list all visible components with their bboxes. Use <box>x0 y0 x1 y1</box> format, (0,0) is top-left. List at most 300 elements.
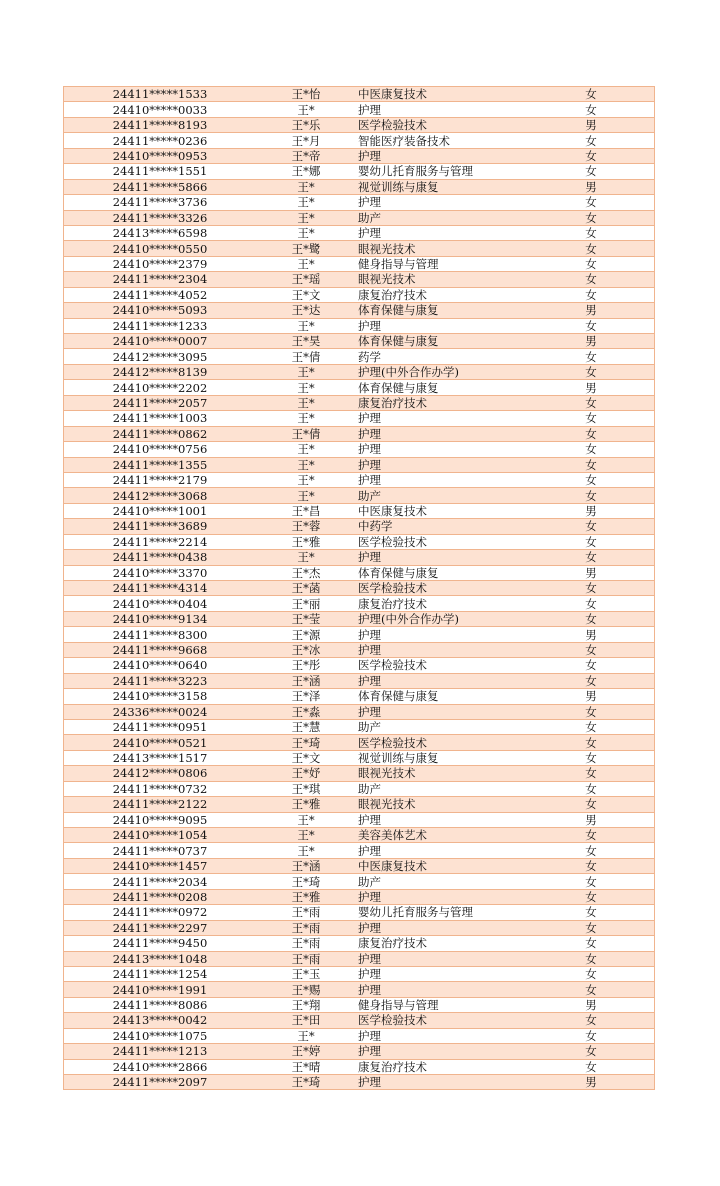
cell-major: 护理 <box>356 148 528 163</box>
cell-major: 健身指导与管理 <box>356 256 528 271</box>
table-row <box>64 334 655 349</box>
table-row <box>64 457 655 472</box>
cell-name: 王* <box>256 179 356 194</box>
table-row <box>64 874 655 889</box>
table-row <box>64 1059 655 1074</box>
cell-exam-id: 24411*****0737 <box>64 843 257 858</box>
cell-exam-id: 24411*****2034 <box>64 874 257 889</box>
cell-name: 王*娜 <box>256 164 356 179</box>
table-row <box>64 426 655 441</box>
cell-name: 王*昌 <box>256 503 356 518</box>
cell-name: 王* <box>256 380 356 395</box>
cell-name: 王* <box>256 457 356 472</box>
cell-major: 护理 <box>356 627 528 642</box>
cell-name: 王*雨 <box>256 920 356 935</box>
cell-gender: 男 <box>528 380 655 395</box>
cell-exam-id: 24411*****3326 <box>64 210 257 225</box>
cell-major: 眼视光技术 <box>356 241 528 256</box>
cell-name: 王*蓉 <box>256 519 356 534</box>
cell-name: 王* <box>256 411 356 426</box>
cell-exam-id: 24411*****1254 <box>64 966 257 981</box>
cell-exam-id: 24411*****0236 <box>64 133 257 148</box>
cell-major: 护理 <box>356 426 528 441</box>
cell-exam-id: 24410*****1457 <box>64 858 257 873</box>
table-row <box>64 982 655 997</box>
cell-gender: 女 <box>528 411 655 426</box>
cell-exam-id: 24412*****8139 <box>64 364 257 379</box>
cell-major: 护理 <box>356 225 528 240</box>
cell-major: 体育保健与康复 <box>356 565 528 580</box>
cell-major: 护理 <box>356 442 528 457</box>
cell-name: 王* <box>256 812 356 827</box>
cell-exam-id: 24410*****3370 <box>64 565 257 580</box>
table-row <box>64 395 655 410</box>
cell-major: 医学检验技术 <box>356 735 528 750</box>
cell-gender: 女 <box>528 735 655 750</box>
cell-exam-id: 24410*****1001 <box>64 503 257 518</box>
table-row <box>64 689 655 704</box>
cell-gender: 男 <box>528 179 655 194</box>
cell-major: 护理 <box>356 642 528 657</box>
cell-exam-id: 24411*****0972 <box>64 905 257 920</box>
cell-name: 王* <box>256 550 356 565</box>
cell-name: 王* <box>256 102 356 117</box>
cell-name: 王*妤 <box>256 766 356 781</box>
cell-major: 护理 <box>356 1044 528 1059</box>
cell-major: 助产 <box>356 719 528 734</box>
cell-gender: 女 <box>528 889 655 904</box>
cell-major: 护理 <box>356 920 528 935</box>
cell-major: 助产 <box>356 210 528 225</box>
cell-gender: 女 <box>528 133 655 148</box>
cell-exam-id: 24411*****2297 <box>64 920 257 935</box>
cell-name: 王*雨 <box>256 905 356 920</box>
cell-name: 王*倩 <box>256 349 356 364</box>
cell-major: 视觉训练与康复 <box>356 750 528 765</box>
cell-name: 王* <box>256 828 356 843</box>
cell-exam-id: 24411*****3736 <box>64 195 257 210</box>
cell-exam-id: 24410*****9095 <box>64 812 257 827</box>
cell-major: 中药学 <box>356 519 528 534</box>
cell-gender: 男 <box>528 565 655 580</box>
table-row <box>64 519 655 534</box>
table-row <box>64 611 655 626</box>
cell-gender: 女 <box>528 658 655 673</box>
table-row <box>64 1044 655 1059</box>
table-row <box>64 87 655 102</box>
table-row <box>64 750 655 765</box>
table-row <box>64 719 655 734</box>
cell-exam-id: 24413*****1048 <box>64 951 257 966</box>
table-row <box>64 997 655 1012</box>
cell-major: 康复治疗技术 <box>356 287 528 302</box>
cell-major: 体育保健与康复 <box>356 689 528 704</box>
cell-major: 婴幼儿托育服务与管理 <box>356 905 528 920</box>
cell-gender: 男 <box>528 334 655 349</box>
cell-major: 体育保健与康复 <box>356 380 528 395</box>
cell-name: 王*琦 <box>256 1075 356 1090</box>
cell-name: 王* <box>256 1028 356 1043</box>
cell-exam-id: 24411*****9450 <box>64 936 257 951</box>
cell-exam-id: 24410*****5093 <box>64 303 257 318</box>
table-row <box>64 565 655 580</box>
cell-exam-id: 24410*****1054 <box>64 828 257 843</box>
cell-name: 王*琦 <box>256 874 356 889</box>
table-row <box>64 1013 655 1028</box>
cell-major: 康复治疗技术 <box>356 395 528 410</box>
cell-major: 护理(中外合作办学) <box>356 364 528 379</box>
table-row <box>64 843 655 858</box>
cell-gender: 女 <box>528 349 655 364</box>
table-row <box>64 936 655 951</box>
cell-major: 护理 <box>356 472 528 487</box>
cell-major: 医学检验技术 <box>356 658 528 673</box>
cell-name: 王* <box>256 472 356 487</box>
cell-major: 药学 <box>356 349 528 364</box>
cell-gender: 女 <box>528 719 655 734</box>
cell-major: 护理 <box>356 673 528 688</box>
cell-major: 护理 <box>356 550 528 565</box>
cell-gender: 女 <box>528 519 655 534</box>
cell-major: 视觉训练与康复 <box>356 179 528 194</box>
table-row <box>64 920 655 935</box>
cell-exam-id: 24410*****0756 <box>64 442 257 457</box>
cell-exam-id: 24411*****1355 <box>64 457 257 472</box>
cell-gender: 女 <box>528 148 655 163</box>
cell-major: 护理 <box>356 195 528 210</box>
table-row <box>64 195 655 210</box>
cell-exam-id: 24412*****0806 <box>64 766 257 781</box>
cell-name: 王* <box>256 210 356 225</box>
cell-gender: 女 <box>528 195 655 210</box>
cell-name: 王*源 <box>256 627 356 642</box>
table-row <box>64 966 655 981</box>
cell-name: 王*菡 <box>256 581 356 596</box>
cell-name: 王*琪 <box>256 781 356 796</box>
cell-gender: 女 <box>528 1059 655 1074</box>
cell-name: 王*莹 <box>256 611 356 626</box>
cell-gender: 女 <box>528 102 655 117</box>
cell-gender: 男 <box>528 812 655 827</box>
table-row <box>64 472 655 487</box>
cell-major: 康复治疗技术 <box>356 936 528 951</box>
cell-gender: 女 <box>528 395 655 410</box>
cell-exam-id: 24411*****0862 <box>64 426 257 441</box>
cell-name: 王* <box>256 195 356 210</box>
cell-gender: 男 <box>528 503 655 518</box>
table-row <box>64 735 655 750</box>
cell-exam-id: 24411*****0951 <box>64 719 257 734</box>
cell-name: 王*雅 <box>256 534 356 549</box>
cell-exam-id: 24411*****1533 <box>64 87 257 102</box>
cell-gender: 女 <box>528 920 655 935</box>
cell-major: 护理 <box>356 812 528 827</box>
cell-exam-id: 24411*****0208 <box>64 889 257 904</box>
cell-name: 王*翔 <box>256 997 356 1012</box>
cell-gender: 女 <box>528 1028 655 1043</box>
cell-major: 护理 <box>356 704 528 719</box>
table-row <box>64 951 655 966</box>
cell-major: 护理 <box>356 102 528 117</box>
cell-exam-id: 24411*****4052 <box>64 287 257 302</box>
table-row <box>64 272 655 287</box>
cell-exam-id: 24411*****9668 <box>64 642 257 657</box>
cell-name: 王*慧 <box>256 719 356 734</box>
cell-gender: 女 <box>528 874 655 889</box>
table-row <box>64 627 655 642</box>
cell-major: 体育保健与康复 <box>356 303 528 318</box>
cell-exam-id: 24412*****3068 <box>64 488 257 503</box>
cell-exam-id: 24336*****0024 <box>64 704 257 719</box>
cell-gender: 女 <box>528 488 655 503</box>
cell-exam-id: 24413*****1517 <box>64 750 257 765</box>
cell-exam-id: 24411*****3689 <box>64 519 257 534</box>
cell-exam-id: 24411*****1003 <box>64 411 257 426</box>
cell-gender: 女 <box>528 287 655 302</box>
cell-name: 王*琦 <box>256 735 356 750</box>
cell-name: 王*玉 <box>256 966 356 981</box>
table-row <box>64 164 655 179</box>
table-row <box>64 596 655 611</box>
cell-name: 王*文 <box>256 287 356 302</box>
cell-gender: 女 <box>528 457 655 472</box>
cell-major: 眼视光技术 <box>356 272 528 287</box>
table-row <box>64 534 655 549</box>
table-row <box>64 797 655 812</box>
cell-gender: 女 <box>528 843 655 858</box>
cell-gender: 女 <box>528 225 655 240</box>
cell-gender: 男 <box>528 303 655 318</box>
cell-exam-id: 24410*****1991 <box>64 982 257 997</box>
cell-exam-id: 24413*****6598 <box>64 225 257 240</box>
cell-gender: 女 <box>528 858 655 873</box>
cell-major: 中医康复技术 <box>356 87 528 102</box>
table-row <box>64 241 655 256</box>
cell-major: 护理 <box>356 982 528 997</box>
cell-exam-id: 24411*****8193 <box>64 117 257 132</box>
cell-name: 王* <box>256 843 356 858</box>
cell-exam-id: 24410*****1075 <box>64 1028 257 1043</box>
table-row <box>64 411 655 426</box>
table-row <box>64 812 655 827</box>
cell-exam-id: 24411*****3223 <box>64 673 257 688</box>
cell-exam-id: 24410*****0404 <box>64 596 257 611</box>
cell-exam-id: 24410*****2202 <box>64 380 257 395</box>
table-row <box>64 781 655 796</box>
table-row <box>64 442 655 457</box>
table-row <box>64 488 655 503</box>
cell-name: 王* <box>256 442 356 457</box>
cell-name: 王*赐 <box>256 982 356 997</box>
cell-major: 护理 <box>356 1028 528 1043</box>
cell-major: 美容美体艺术 <box>356 828 528 843</box>
table-row <box>64 704 655 719</box>
cell-gender: 女 <box>528 550 655 565</box>
cell-exam-id: 24413*****0042 <box>64 1013 257 1028</box>
table-row <box>64 210 655 225</box>
cell-name: 王* <box>256 488 356 503</box>
cell-major: 护理 <box>356 889 528 904</box>
cell-exam-id: 24410*****2866 <box>64 1059 257 1074</box>
table-row <box>64 287 655 302</box>
cell-exam-id: 24410*****0007 <box>64 334 257 349</box>
cell-gender: 男 <box>528 689 655 704</box>
cell-gender: 女 <box>528 596 655 611</box>
cell-gender: 男 <box>528 997 655 1012</box>
cell-major: 护理 <box>356 318 528 333</box>
cell-gender: 女 <box>528 766 655 781</box>
cell-exam-id: 24411*****0732 <box>64 781 257 796</box>
cell-major: 护理 <box>356 411 528 426</box>
cell-name: 王* <box>256 364 356 379</box>
cell-name: 王*昊 <box>256 334 356 349</box>
cell-name: 王*瑶 <box>256 272 356 287</box>
cell-major: 护理 <box>356 966 528 981</box>
cell-exam-id: 24411*****1213 <box>64 1044 257 1059</box>
cell-exam-id: 24410*****0033 <box>64 102 257 117</box>
cell-exam-id: 24410*****0550 <box>64 241 257 256</box>
cell-exam-id: 24411*****2097 <box>64 1075 257 1090</box>
cell-major: 中医康复技术 <box>356 858 528 873</box>
cell-major: 眼视光技术 <box>356 797 528 812</box>
cell-gender: 女 <box>528 936 655 951</box>
cell-name: 王* <box>256 395 356 410</box>
cell-gender: 女 <box>528 1013 655 1028</box>
cell-exam-id: 24411*****5866 <box>64 179 257 194</box>
cell-major: 眼视光技术 <box>356 766 528 781</box>
table-row <box>64 133 655 148</box>
cell-name: 王*月 <box>256 133 356 148</box>
cell-name: 王*晴 <box>256 1059 356 1074</box>
cell-major: 护理 <box>356 457 528 472</box>
cell-gender: 女 <box>528 472 655 487</box>
table-row <box>64 364 655 379</box>
cell-name: 王*达 <box>256 303 356 318</box>
cell-exam-id: 24411*****2057 <box>64 395 257 410</box>
cell-major: 医学检验技术 <box>356 534 528 549</box>
cell-exam-id: 24411*****8300 <box>64 627 257 642</box>
cell-major: 医学检验技术 <box>356 117 528 132</box>
cell-name: 王*涵 <box>256 673 356 688</box>
student-table <box>63 86 655 1090</box>
cell-exam-id: 24410*****0640 <box>64 658 257 673</box>
cell-major: 护理(中外合作办学) <box>356 611 528 626</box>
table-row <box>64 658 655 673</box>
cell-gender: 女 <box>528 364 655 379</box>
cell-gender: 女 <box>528 781 655 796</box>
table-row <box>64 858 655 873</box>
cell-name: 王* <box>256 225 356 240</box>
cell-gender: 女 <box>528 797 655 812</box>
cell-exam-id: 24411*****2214 <box>64 534 257 549</box>
cell-gender: 女 <box>528 982 655 997</box>
cell-exam-id: 24410*****3158 <box>64 689 257 704</box>
table-row <box>64 503 655 518</box>
cell-major: 护理 <box>356 951 528 966</box>
table-row <box>64 225 655 240</box>
cell-name: 王*雨 <box>256 936 356 951</box>
cell-major: 医学检验技术 <box>356 581 528 596</box>
cell-name: 王*丽 <box>256 596 356 611</box>
cell-gender: 女 <box>528 318 655 333</box>
cell-gender: 女 <box>528 642 655 657</box>
cell-exam-id: 24410*****9134 <box>64 611 257 626</box>
table-row <box>64 1075 655 1090</box>
cell-gender: 女 <box>528 611 655 626</box>
table-row <box>64 179 655 194</box>
cell-major: 婴幼儿托育服务与管理 <box>356 164 528 179</box>
cell-name: 王*文 <box>256 750 356 765</box>
cell-exam-id: 24411*****2179 <box>64 472 257 487</box>
cell-name: 王*淼 <box>256 704 356 719</box>
cell-gender: 女 <box>528 750 655 765</box>
cell-major: 医学检验技术 <box>356 1013 528 1028</box>
table-row <box>64 318 655 333</box>
cell-exam-id: 24411*****8086 <box>64 997 257 1012</box>
table-row <box>64 380 655 395</box>
table-row <box>64 550 655 565</box>
cell-major: 护理 <box>356 843 528 858</box>
table-row <box>64 766 655 781</box>
cell-name: 王*彤 <box>256 658 356 673</box>
table-row <box>64 102 655 117</box>
cell-major: 智能医疗装备技术 <box>356 133 528 148</box>
cell-gender: 女 <box>528 87 655 102</box>
cell-name: 王*杰 <box>256 565 356 580</box>
cell-gender: 女 <box>528 1044 655 1059</box>
table-row <box>64 303 655 318</box>
cell-major: 康复治疗技术 <box>356 1059 528 1074</box>
cell-name: 王*帝 <box>256 148 356 163</box>
table-row <box>64 905 655 920</box>
cell-name: 王*雨 <box>256 951 356 966</box>
cell-gender: 女 <box>528 534 655 549</box>
table-row <box>64 581 655 596</box>
cell-exam-id: 24410*****2379 <box>64 256 257 271</box>
cell-exam-id: 24411*****1233 <box>64 318 257 333</box>
cell-name: 王*鹭 <box>256 241 356 256</box>
cell-gender: 女 <box>528 581 655 596</box>
cell-major: 护理 <box>356 1075 528 1090</box>
cell-gender: 女 <box>528 905 655 920</box>
cell-gender: 女 <box>528 704 655 719</box>
cell-gender: 女 <box>528 272 655 287</box>
cell-major: 助产 <box>356 874 528 889</box>
cell-name: 王* <box>256 256 356 271</box>
cell-major: 康复治疗技术 <box>356 596 528 611</box>
cell-exam-id: 24410*****0953 <box>64 148 257 163</box>
cell-gender: 男 <box>528 1075 655 1090</box>
cell-gender: 女 <box>528 210 655 225</box>
cell-gender: 女 <box>528 426 655 441</box>
cell-gender: 男 <box>528 117 655 132</box>
table-body <box>64 87 655 1090</box>
table-row <box>64 1028 655 1043</box>
cell-name: 王*婷 <box>256 1044 356 1059</box>
table-row <box>64 117 655 132</box>
cell-major: 助产 <box>356 488 528 503</box>
table-row <box>64 349 655 364</box>
table-row <box>64 889 655 904</box>
cell-gender: 女 <box>528 442 655 457</box>
cell-exam-id: 24411*****1551 <box>64 164 257 179</box>
cell-name: 王*雅 <box>256 797 356 812</box>
cell-exam-id: 24410*****0521 <box>64 735 257 750</box>
cell-exam-id: 24411*****2304 <box>64 272 257 287</box>
cell-name: 王*泽 <box>256 689 356 704</box>
cell-name: 王*涵 <box>256 858 356 873</box>
cell-gender: 女 <box>528 256 655 271</box>
